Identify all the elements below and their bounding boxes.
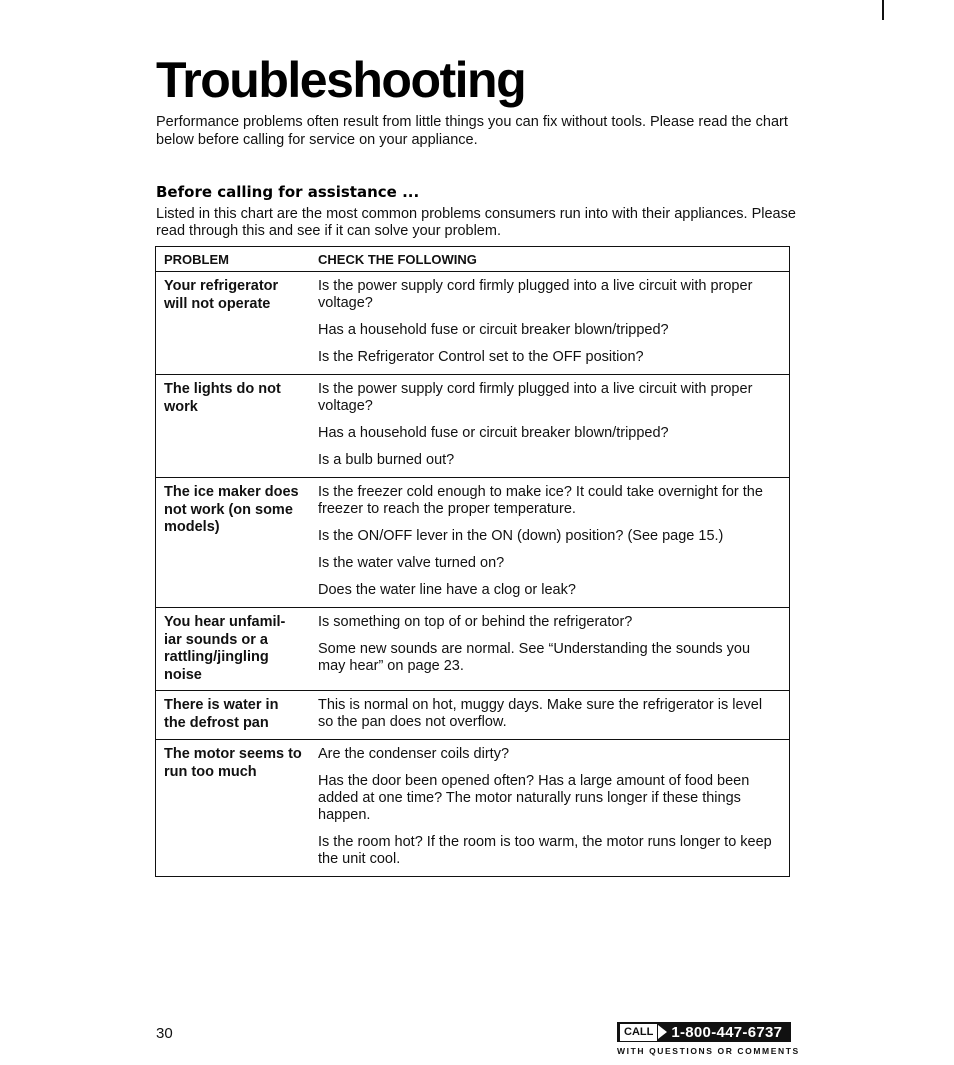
problem-cell: The ice maker does not work (on some models) bbox=[156, 478, 311, 608]
intro-paragraph: Performance problems often result from little things you can fix without tools. Please read the chart below before calling for service on your appliance. bbox=[156, 114, 788, 148]
troubleshooting-table bbox=[155, 246, 790, 877]
margin-mark bbox=[882, 0, 884, 20]
check-item: Is the freezer cold enough to make ice? It could take overnight for the freezer to reach the proper temperature. bbox=[318, 484, 763, 517]
right-arrow-icon bbox=[658, 1025, 667, 1039]
table-row bbox=[156, 272, 790, 375]
check-item: This is normal on hot, muggy days. Make sure the refrigerator is level so the pan does not overflow. bbox=[318, 697, 763, 730]
call-block bbox=[617, 1022, 800, 1056]
problem-cell: The motor seems to run too much bbox=[156, 740, 311, 877]
call-badge: CALL bbox=[620, 1024, 657, 1041]
check-item: Does the water line have a clog or leak? bbox=[318, 582, 576, 598]
page-number: 30 bbox=[156, 1025, 173, 1042]
table-body bbox=[156, 272, 790, 877]
table-row bbox=[156, 740, 790, 877]
check-item: Is the power supply cord firmly plugged into a live circuit with proper voltage? bbox=[318, 278, 753, 311]
call-bar bbox=[617, 1022, 791, 1042]
checks-cell bbox=[310, 272, 790, 375]
check-item: Is the Refrigerator Control set to the OFF position? bbox=[318, 349, 644, 365]
check-item: Has a household fuse or circuit breaker blown/tripped? bbox=[318, 322, 669, 338]
checks-cell bbox=[310, 608, 790, 691]
checks-cell bbox=[310, 375, 790, 478]
phone-number: 1-800-447-6737 bbox=[671, 1023, 783, 1041]
table-row bbox=[156, 608, 790, 691]
checks-cell bbox=[310, 691, 790, 740]
check-item: Is something on top of or behind the refrigerator? bbox=[318, 614, 633, 630]
check-item: Are the condenser coils dirty? bbox=[318, 746, 510, 762]
problem-cell: You hear unfamil-iar sounds or a rattling/jingling noise bbox=[156, 608, 311, 691]
table-row bbox=[156, 375, 790, 478]
checks-cell bbox=[310, 478, 790, 608]
check-item: Is a bulb burned out? bbox=[318, 452, 455, 468]
page-title: Troubleshooting bbox=[156, 52, 526, 108]
table-row bbox=[156, 691, 790, 740]
table-row bbox=[156, 478, 790, 608]
check-item: Has a household fuse or circuit breaker blown/tripped? bbox=[318, 425, 669, 441]
check-item: Is the room hot? If the room is too warm, the motor runs longer to keep the unit cool. bbox=[318, 834, 772, 867]
section-heading: Before calling for assistance ... bbox=[156, 183, 420, 201]
problem-cell: There is water in the defrost pan bbox=[156, 691, 311, 740]
call-caption: WITH QUESTIONS OR COMMENTS bbox=[617, 1046, 800, 1056]
problem-cell: Your refrigerator will not operate bbox=[156, 272, 311, 375]
checks-cell bbox=[310, 740, 790, 877]
table-header-row bbox=[156, 247, 790, 272]
check-item: Is the water valve turned on? bbox=[318, 555, 505, 571]
check-item: Is the ON/OFF lever in the ON (down) position? (See page 15.) bbox=[318, 528, 724, 544]
check-item: Is the power supply cord firmly plugged into a live circuit with proper voltage? bbox=[318, 381, 753, 414]
check-item: Some new sounds are normal. See “Understanding the sounds you may hear” on page 23. bbox=[318, 641, 751, 674]
check-item: Has the door been opened often? Has a large amount of food been added at one time? The motor naturally runs longer if these things happen. bbox=[318, 773, 750, 823]
header-check: CHECK THE FOLLOWING bbox=[310, 247, 790, 272]
section-intro: Listed in this chart are the most common problems consumers run into with their appliances. Please read through this and see if it can solve your problem. bbox=[156, 206, 796, 239]
header-problem: PROBLEM bbox=[156, 247, 311, 272]
problem-cell: The lights do not work bbox=[156, 375, 311, 478]
